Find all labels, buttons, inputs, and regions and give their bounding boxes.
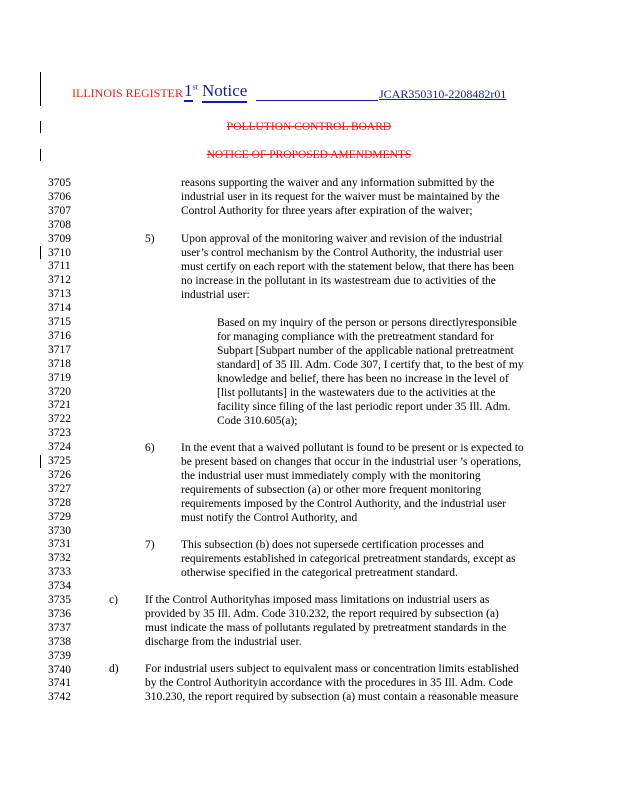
text-line: requirements established in categorical pretreatment standards, except as bbox=[181, 553, 516, 565]
text-line: Upon approval of the monitoring waiver and revision of the industrial bbox=[181, 233, 503, 245]
line-number: 3718 bbox=[48, 357, 71, 370]
text-line: This subsection (b) does not supersede certification processes and bbox=[181, 539, 484, 551]
line-number: 3705 bbox=[48, 177, 71, 189]
line-number: 3732 bbox=[48, 552, 71, 565]
line-number: 3723 bbox=[48, 427, 71, 440]
line-number: 3725 bbox=[48, 455, 71, 467]
line-number: 3737 bbox=[48, 621, 71, 634]
issue-number bbox=[184, 81, 198, 101]
line-number: 3739 bbox=[48, 649, 71, 662]
change-bar bbox=[40, 455, 41, 468]
text-line: In the event that a waived pollutant is found to be present or is expected to bbox=[181, 442, 524, 454]
line-number: 3733 bbox=[48, 566, 71, 579]
issue-number-value: 1 bbox=[184, 81, 193, 100]
text-line: [list pollutants] in the wastewaters due to the activities at the bbox=[217, 387, 496, 399]
line-number: 3706 bbox=[48, 190, 71, 203]
text-line: industrial user: bbox=[181, 289, 250, 301]
text-line: for managing compliance with the pretreatment standard for bbox=[217, 331, 494, 343]
text-line: otherwise specified in the categorical pretreatment standard. bbox=[181, 567, 458, 579]
line-number: 3727 bbox=[48, 482, 71, 495]
item-label: 7) bbox=[145, 539, 155, 551]
item-label: d) bbox=[109, 663, 119, 675]
line-number: 3720 bbox=[48, 385, 71, 398]
change-bar bbox=[40, 246, 41, 259]
text-line: no increase in the pollutant in its wastestream due to activities of the bbox=[181, 275, 496, 287]
jcar-number: JCAR350310-2208482r01 bbox=[379, 87, 507, 101]
line-number: 3708 bbox=[48, 218, 71, 231]
text-line: Subpart [Subpart number of the applicable national pretreatment bbox=[217, 345, 514, 357]
line-number: 3710 bbox=[48, 246, 71, 259]
text-line: 310.230, the report required by subsection (a) must contain a reasonable measure bbox=[145, 691, 519, 703]
line-number: 3736 bbox=[48, 607, 71, 620]
line-number: 3740 bbox=[48, 663, 71, 676]
text-line: Code 310.605(a); bbox=[217, 415, 298, 427]
text-line: user’s control mechanism by the Control Authority, the industrial user bbox=[181, 247, 503, 259]
line-number: 3730 bbox=[48, 524, 71, 537]
text-line: must indicate the mass of pollutants regulated by pretreatment standards in the bbox=[145, 622, 507, 634]
line-number: 3729 bbox=[48, 510, 71, 523]
board-title: POLLUTION CONTROL BOARD bbox=[226, 121, 392, 133]
line-number: 3741 bbox=[48, 677, 71, 690]
text-line: If the Control Authorityhas imposed mass limitations on industrial users as bbox=[145, 594, 490, 606]
line-number: 3707 bbox=[48, 204, 71, 217]
line-number: 3709 bbox=[48, 232, 71, 245]
text-line: reasons supporting the waiver and any information submitted by the bbox=[181, 177, 495, 189]
text-line: Control Authority for three years after expiration of the waiver; bbox=[181, 205, 473, 217]
text-line: must notify the Control Authority, and bbox=[181, 512, 358, 524]
text-line: by the Control Authorityin accordance with the procedures in 35 Ill. Adm. Code bbox=[145, 677, 513, 689]
header-rule bbox=[256, 100, 378, 101]
line-number: 3715 bbox=[48, 316, 71, 328]
notice-title: NOTICE OF PROPOSED AMENDMENTS bbox=[206, 149, 412, 161]
issue-number-suffix: st bbox=[192, 82, 198, 92]
line-number: 3722 bbox=[48, 413, 71, 426]
text-line: facility since filing of the last periodic report under 35 Ill. Adm. bbox=[217, 401, 511, 413]
line-number: 3712 bbox=[48, 274, 71, 287]
line-number: 3735 bbox=[48, 594, 71, 606]
notice-text: Notice bbox=[202, 81, 248, 100]
line-number: 3738 bbox=[48, 635, 71, 648]
text-line: requirements of subsection (a) or other more frequent monitoring bbox=[181, 484, 482, 496]
text-line: knowledge and belief, there has been no increase in the level of bbox=[217, 373, 509, 385]
line-number: 3714 bbox=[48, 302, 71, 315]
line-number: 3734 bbox=[48, 580, 71, 593]
line-number: 3728 bbox=[48, 496, 71, 509]
text-line: Based on my inquiry of the person or persons directlyresponsible bbox=[217, 317, 517, 329]
line-number: 3721 bbox=[48, 399, 71, 412]
line-number: 3713 bbox=[48, 288, 71, 301]
text-line: must certify on each report with the statement below, that there has been bbox=[181, 261, 514, 273]
line-number: 3711 bbox=[48, 260, 71, 273]
text-line: be present based on changes that occur in the industrial user ’s operations, bbox=[181, 456, 522, 468]
notice-label bbox=[202, 81, 247, 103]
text-line: requirements imposed by the Control Authority, and the industrial user bbox=[181, 498, 507, 510]
text-line: discharge from the industrial user. bbox=[145, 636, 302, 648]
line-number: 3716 bbox=[48, 329, 71, 342]
text-line: For industrial users subject to equivalent mass or concentration limits established bbox=[145, 663, 519, 675]
item-label: c) bbox=[109, 594, 118, 606]
change-bar bbox=[40, 72, 41, 106]
register-title: ILLINOIS REGISTER bbox=[72, 86, 183, 100]
line-number: 3731 bbox=[48, 538, 71, 551]
text-line: provided by 35 Ill. Adm. Code 310.232, the report required by subsection (a) bbox=[145, 608, 499, 620]
item-label: 5) bbox=[145, 233, 155, 245]
line-number: 3726 bbox=[48, 468, 71, 481]
text-line: standard] of 35 Ill. Adm. Code 307, I certify that, to the best of my bbox=[217, 359, 524, 371]
item-label: 6) bbox=[145, 442, 155, 454]
line-number: 3742 bbox=[48, 691, 71, 704]
line-number: 3717 bbox=[48, 343, 71, 356]
line-number: 3719 bbox=[48, 371, 71, 384]
text-line: the industrial user must immediately comply with the monitoring bbox=[181, 470, 481, 482]
text-line: industrial user in its request for the waiver must be maintained by the bbox=[181, 191, 500, 203]
line-number: 3724 bbox=[48, 441, 71, 454]
